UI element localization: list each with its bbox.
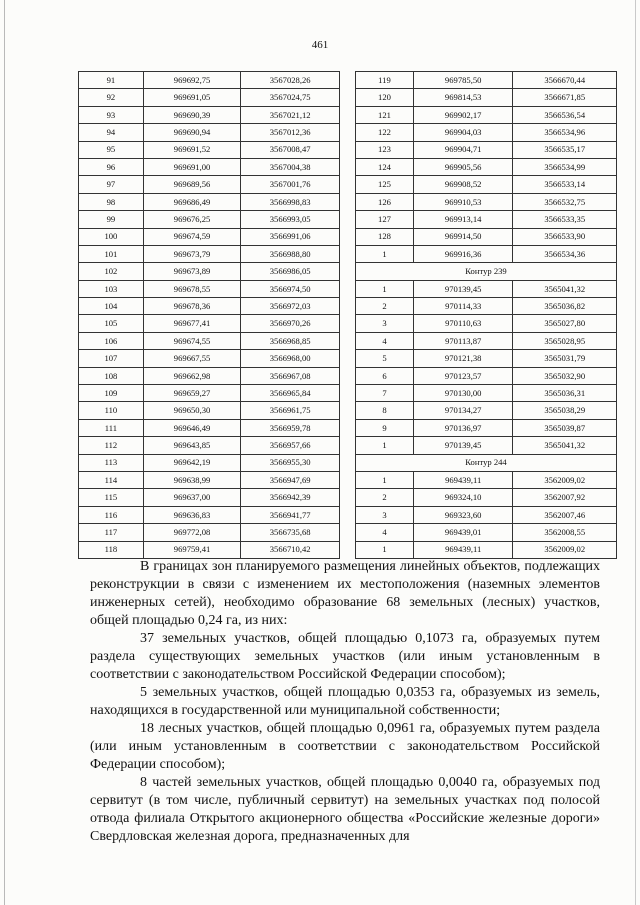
y-coordinate: 3567024,75 xyxy=(241,89,340,106)
point-number: 94 xyxy=(79,124,144,141)
x-coordinate: 969324,10 xyxy=(413,489,513,506)
table-row xyxy=(79,454,340,471)
table-row xyxy=(356,158,617,175)
y-coordinate: 3562007,92 xyxy=(513,489,617,506)
table-row xyxy=(79,72,340,89)
y-coordinate: 3566957,66 xyxy=(241,437,340,454)
y-coordinate: 3567004,38 xyxy=(241,158,340,175)
table-row xyxy=(356,228,617,245)
y-coordinate: 3566947,69 xyxy=(241,471,340,488)
x-coordinate: 970123,57 xyxy=(413,367,513,384)
point-number: 120 xyxy=(356,89,414,106)
table-row xyxy=(356,280,617,297)
x-coordinate: 969673,89 xyxy=(143,263,241,280)
table-row xyxy=(356,402,617,419)
y-coordinate: 3565031,79 xyxy=(513,350,617,367)
y-coordinate: 3566959,78 xyxy=(241,419,340,436)
y-coordinate: 3566670,44 xyxy=(513,72,617,89)
paragraph: 8 частей земельных участков, общей площадью 0,0040 га, образуемых под сервитут (в том числе, публичный сервитут) на земельных участках под полосой отвода филиала Открытого акционерного общества «Российские железные дороги» Свердловская железная дорога, предназначенных для xyxy=(90,775,600,844)
table-row xyxy=(79,367,340,384)
y-coordinate: 3566961,75 xyxy=(241,402,340,419)
x-coordinate: 970130,00 xyxy=(413,385,513,402)
point-number: 102 xyxy=(79,263,144,280)
y-coordinate: 3565039,87 xyxy=(513,419,617,436)
table-row xyxy=(356,350,617,367)
x-coordinate: 969772,08 xyxy=(143,524,241,541)
table-row xyxy=(79,263,340,280)
x-coordinate: 969690,39 xyxy=(143,106,241,123)
table-row xyxy=(356,541,617,558)
x-coordinate: 969673,79 xyxy=(143,245,241,262)
table-row xyxy=(356,506,617,523)
y-coordinate: 3566534,36 xyxy=(513,245,617,262)
x-coordinate: 970134,27 xyxy=(413,402,513,419)
x-coordinate: 969785,50 xyxy=(413,72,513,89)
table-row xyxy=(356,245,617,262)
body-text xyxy=(90,558,600,846)
paragraph: 5 земельных участков, общей площадью 0,0353 га, образуемых из земель, находящихся в государственной или муниципальной собственности; xyxy=(90,685,600,718)
point-number: 110 xyxy=(79,402,144,419)
point-number: 95 xyxy=(79,141,144,158)
x-coordinate: 969643,85 xyxy=(143,437,241,454)
point-number: 6 xyxy=(356,367,414,384)
x-coordinate: 969678,36 xyxy=(143,298,241,315)
table-row xyxy=(79,524,340,541)
point-number: 96 xyxy=(79,158,144,175)
point-number: 1 xyxy=(356,471,414,488)
y-coordinate: 3566988,80 xyxy=(241,245,340,262)
table-row xyxy=(79,106,340,123)
table-row xyxy=(79,402,340,419)
scan-edge-right xyxy=(635,0,636,905)
y-coordinate: 3566974,50 xyxy=(241,280,340,297)
point-number: 113 xyxy=(79,454,144,471)
y-coordinate: 3562008,55 xyxy=(513,524,617,541)
point-number: 1 xyxy=(356,541,414,558)
table-row xyxy=(356,471,617,488)
y-coordinate: 3566535,17 xyxy=(513,141,617,158)
x-coordinate: 969691,52 xyxy=(143,141,241,158)
x-coordinate: 970114,33 xyxy=(413,298,513,315)
point-number: 109 xyxy=(79,385,144,402)
contour-title: Контур 239 xyxy=(356,263,617,280)
x-coordinate: 969662,98 xyxy=(143,367,241,384)
table-row xyxy=(79,280,340,297)
x-coordinate: 969913,14 xyxy=(413,211,513,228)
table-row xyxy=(79,245,340,262)
point-number: 103 xyxy=(79,280,144,297)
table-row xyxy=(79,141,340,158)
table-row xyxy=(79,506,340,523)
point-number: 118 xyxy=(79,541,144,558)
x-coordinate: 970136,97 xyxy=(413,419,513,436)
contour-header-row xyxy=(356,454,617,471)
x-coordinate: 969637,00 xyxy=(143,489,241,506)
point-number: 4 xyxy=(356,332,414,349)
table-row xyxy=(79,350,340,367)
y-coordinate: 3566671,85 xyxy=(513,89,617,106)
point-number: 101 xyxy=(79,245,144,262)
y-coordinate: 3565041,32 xyxy=(513,437,617,454)
x-coordinate: 969692,75 xyxy=(143,72,241,89)
table-row xyxy=(356,298,617,315)
x-coordinate: 969686,49 xyxy=(143,193,241,210)
contour-title: Контур 244 xyxy=(356,454,617,471)
x-coordinate: 969905,56 xyxy=(413,158,513,175)
point-number: 1 xyxy=(356,437,414,454)
y-coordinate: 3565027,80 xyxy=(513,315,617,332)
table-row xyxy=(356,193,617,210)
table-row xyxy=(356,489,617,506)
y-coordinate: 3566955,30 xyxy=(241,454,340,471)
y-coordinate: 3567008,47 xyxy=(241,141,340,158)
x-coordinate: 969759,41 xyxy=(143,541,241,558)
table-row xyxy=(356,89,617,106)
y-coordinate: 3565032,90 xyxy=(513,367,617,384)
point-number: 1 xyxy=(356,245,414,262)
point-number: 115 xyxy=(79,489,144,506)
y-coordinate: 3566941,77 xyxy=(241,506,340,523)
y-coordinate: 3567001,76 xyxy=(241,176,340,193)
point-number: 97 xyxy=(79,176,144,193)
y-coordinate: 3567012,36 xyxy=(241,124,340,141)
x-coordinate: 969677,41 xyxy=(143,315,241,332)
point-number: 91 xyxy=(79,72,144,89)
y-coordinate: 3566533,90 xyxy=(513,228,617,245)
y-coordinate: 3565041,32 xyxy=(513,280,617,297)
table-row xyxy=(79,541,340,558)
x-coordinate: 969908,52 xyxy=(413,176,513,193)
x-coordinate: 969690,94 xyxy=(143,124,241,141)
point-number: 106 xyxy=(79,332,144,349)
x-coordinate: 969914,50 xyxy=(413,228,513,245)
x-coordinate: 969678,55 xyxy=(143,280,241,297)
y-coordinate: 3566534,96 xyxy=(513,124,617,141)
table-row xyxy=(356,141,617,158)
point-number: 128 xyxy=(356,228,414,245)
x-coordinate: 969904,71 xyxy=(413,141,513,158)
point-number: 98 xyxy=(79,193,144,210)
table-row xyxy=(79,228,340,245)
point-number: 116 xyxy=(79,506,144,523)
y-coordinate: 3566972,03 xyxy=(241,298,340,315)
y-coordinate: 3566991,06 xyxy=(241,228,340,245)
x-coordinate: 970121,38 xyxy=(413,350,513,367)
y-coordinate: 3566533,35 xyxy=(513,211,617,228)
x-coordinate: 969674,55 xyxy=(143,332,241,349)
y-coordinate: 3562009,02 xyxy=(513,541,617,558)
table-row xyxy=(79,315,340,332)
y-coordinate: 3565036,31 xyxy=(513,385,617,402)
paragraph: 18 лесных участков, общей площадью 0,0961 га, образуемых путем раздела (или иным установленным в соответствии с законодательством Российской Федерации способом); xyxy=(90,721,600,772)
y-coordinate: 3566986,05 xyxy=(241,263,340,280)
table-row xyxy=(79,124,340,141)
point-number: 99 xyxy=(79,211,144,228)
x-coordinate: 969439,11 xyxy=(413,471,513,488)
point-number: 111 xyxy=(79,419,144,436)
table-row xyxy=(79,332,340,349)
x-coordinate: 969910,53 xyxy=(413,193,513,210)
point-number: 121 xyxy=(356,106,414,123)
y-coordinate: 3566735,68 xyxy=(241,524,340,541)
point-number: 114 xyxy=(79,471,144,488)
point-number: 124 xyxy=(356,158,414,175)
point-number: 5 xyxy=(356,350,414,367)
table-row xyxy=(79,419,340,436)
table-row xyxy=(79,89,340,106)
x-coordinate: 969439,01 xyxy=(413,524,513,541)
y-coordinate: 3566998,83 xyxy=(241,193,340,210)
y-coordinate: 3562009,02 xyxy=(513,471,617,488)
page-number: 461 xyxy=(311,39,329,51)
x-coordinate: 969902,17 xyxy=(413,106,513,123)
y-coordinate: 3566968,85 xyxy=(241,332,340,349)
x-coordinate: 969916,36 xyxy=(413,245,513,262)
table-row xyxy=(356,72,617,89)
table-row xyxy=(79,489,340,506)
x-coordinate: 969646,49 xyxy=(143,419,241,436)
point-number: 8 xyxy=(356,402,414,419)
point-number: 104 xyxy=(79,298,144,315)
y-coordinate: 3566532,75 xyxy=(513,193,617,210)
x-coordinate: 969676,25 xyxy=(143,211,241,228)
x-coordinate: 970139,45 xyxy=(413,437,513,454)
table-row xyxy=(356,367,617,384)
table-row xyxy=(79,211,340,228)
point-number: 127 xyxy=(356,211,414,228)
x-coordinate: 969439,11 xyxy=(413,541,513,558)
y-coordinate: 3566534,99 xyxy=(513,158,617,175)
paragraph: В границах зон планируемого размещения линейных объектов, подлежащих реконструкции в связи с изменением их местоположения (наземных элементов инженерных сетей), необходимо образование 68 земельных (лесных) участков, общей площадью 0,24 га, из них: xyxy=(90,559,600,628)
point-number: 122 xyxy=(356,124,414,141)
y-coordinate: 3566965,84 xyxy=(241,385,340,402)
table-row xyxy=(79,176,340,193)
y-coordinate: 3566967,08 xyxy=(241,367,340,384)
point-number: 2 xyxy=(356,298,414,315)
x-coordinate: 969691,00 xyxy=(143,158,241,175)
table-row xyxy=(356,176,617,193)
table-row xyxy=(356,419,617,436)
scan-edge-left xyxy=(4,0,5,905)
point-number: 125 xyxy=(356,176,414,193)
table-row xyxy=(79,471,340,488)
x-coordinate: 969659,27 xyxy=(143,385,241,402)
point-number: 1 xyxy=(356,280,414,297)
table-row xyxy=(356,332,617,349)
point-number: 126 xyxy=(356,193,414,210)
x-coordinate: 970113,87 xyxy=(413,332,513,349)
point-number: 105 xyxy=(79,315,144,332)
point-number: 93 xyxy=(79,106,144,123)
y-coordinate: 3566536,54 xyxy=(513,106,617,123)
point-number: 92 xyxy=(79,89,144,106)
y-coordinate: 3567028,26 xyxy=(241,72,340,89)
point-number: 7 xyxy=(356,385,414,402)
x-coordinate: 970110,63 xyxy=(413,315,513,332)
x-coordinate: 969814,53 xyxy=(413,89,513,106)
y-coordinate: 3562007,46 xyxy=(513,506,617,523)
x-coordinate: 969689,56 xyxy=(143,176,241,193)
x-coordinate: 969636,83 xyxy=(143,506,241,523)
point-number: 9 xyxy=(356,419,414,436)
x-coordinate: 969904,03 xyxy=(413,124,513,141)
y-coordinate: 3565028,95 xyxy=(513,332,617,349)
point-number: 100 xyxy=(79,228,144,245)
y-coordinate: 3566970,26 xyxy=(241,315,340,332)
table-row xyxy=(79,385,340,402)
y-coordinate: 3565038,29 xyxy=(513,402,617,419)
table-row xyxy=(356,437,617,454)
point-number: 3 xyxy=(356,315,414,332)
table-row xyxy=(356,385,617,402)
y-coordinate: 3567021,12 xyxy=(241,106,340,123)
table-row xyxy=(79,437,340,454)
table-row xyxy=(356,315,617,332)
x-coordinate: 969674,59 xyxy=(143,228,241,245)
y-coordinate: 3566942,39 xyxy=(241,489,340,506)
x-coordinate: 969650,30 xyxy=(143,402,241,419)
table-row xyxy=(356,211,617,228)
point-number: 117 xyxy=(79,524,144,541)
table-row xyxy=(79,193,340,210)
point-number: 108 xyxy=(79,367,144,384)
contour-header-row xyxy=(356,263,617,280)
table-row xyxy=(79,158,340,175)
x-coordinate: 969323,60 xyxy=(413,506,513,523)
table-row xyxy=(356,524,617,541)
y-coordinate: 3566533,14 xyxy=(513,176,617,193)
point-number: 123 xyxy=(356,141,414,158)
x-coordinate: 969638,99 xyxy=(143,471,241,488)
point-number: 119 xyxy=(356,72,414,89)
point-number: 4 xyxy=(356,524,414,541)
paragraph: 37 земельных участков, общей площадью 0,1073 га, образуемых путем раздела существующих земельных участков (или иным установленным в соответствии с законодательством Российской Федерации способом); xyxy=(90,631,600,682)
table-row xyxy=(79,298,340,315)
y-coordinate: 3566710,42 xyxy=(241,541,340,558)
y-coordinate: 3566968,00 xyxy=(241,350,340,367)
x-coordinate: 970139,45 xyxy=(413,280,513,297)
point-number: 107 xyxy=(79,350,144,367)
table-row xyxy=(356,106,617,123)
coordinates-table-left xyxy=(78,71,340,559)
x-coordinate: 969642,19 xyxy=(143,454,241,471)
point-number: 3 xyxy=(356,506,414,523)
point-number: 112 xyxy=(79,437,144,454)
table-row xyxy=(356,124,617,141)
y-coordinate: 3565036,82 xyxy=(513,298,617,315)
x-coordinate: 969691,05 xyxy=(143,89,241,106)
coordinates-table-right xyxy=(355,71,617,559)
x-coordinate: 969667,55 xyxy=(143,350,241,367)
point-number: 2 xyxy=(356,489,414,506)
y-coordinate: 3566993,05 xyxy=(241,211,340,228)
